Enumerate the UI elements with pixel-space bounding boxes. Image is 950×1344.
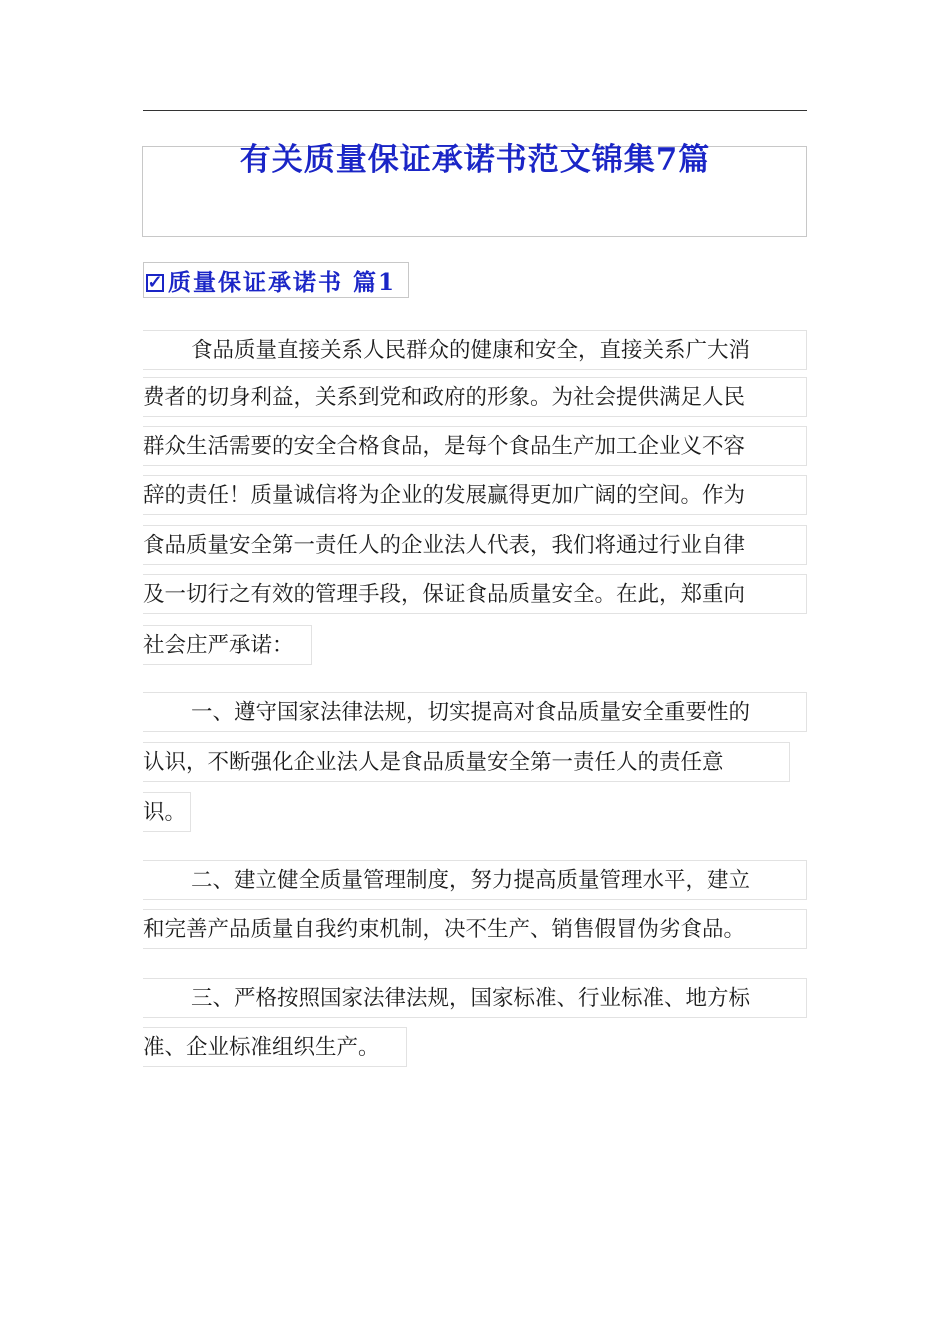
paragraph-line: 食品质量直接关系人民群众的健康和安全，直接关系广大消 [143,330,807,370]
paragraph-line: 一、遵守国家法律法规，切实提高对食品质量安全重要性的 [143,692,807,732]
paragraph-line: 食品质量安全第一责任人的企业法人代表，我们将通过行业自律 [143,525,807,565]
paragraph-line: 群众生活需要的安全合格食品，是每个食品生产加工企业义不容 [143,426,807,466]
paragraph-line: 三、严格按照国家法律法规，国家标准、行业标准、地方标 [143,978,807,1018]
paragraph-line: 准、企业标准组织生产。 [143,1027,407,1067]
section-heading [143,262,409,298]
paragraph-line: 辞的责任！质量诚信将为企业的发展赢得更加广阔的空间。作为 [143,475,807,515]
paragraph-line: 费者的切身利益，关系到党和政府的形象。为社会提供满足人民 [143,377,807,417]
document-title: 有关质量保证承诺书范文锦集7篇 [239,142,711,178]
section-heading-text: 质量保证承诺书 篇1 [168,268,397,296]
paragraph-line: 二、建立健全质量管理制度，努力提高质量管理水平，建立 [143,860,807,900]
paragraph-line: 和完善产品质量自我约束机制，决不生产、销售假冒伪劣食品。 [143,909,807,949]
paragraph-line: 社会庄严承诺： [143,625,312,665]
paragraph-line: 识。 [143,792,191,832]
paragraph-line: 及一切行之有效的管理手段，保证食品质量安全。在此，郑重向 [143,574,807,614]
paragraph-line: 认识，不断强化企业法人是食品质量安全第一责任人的责任意 [143,742,790,782]
header-rule [143,110,807,111]
checkbox-icon: ✓ [147,272,163,293]
